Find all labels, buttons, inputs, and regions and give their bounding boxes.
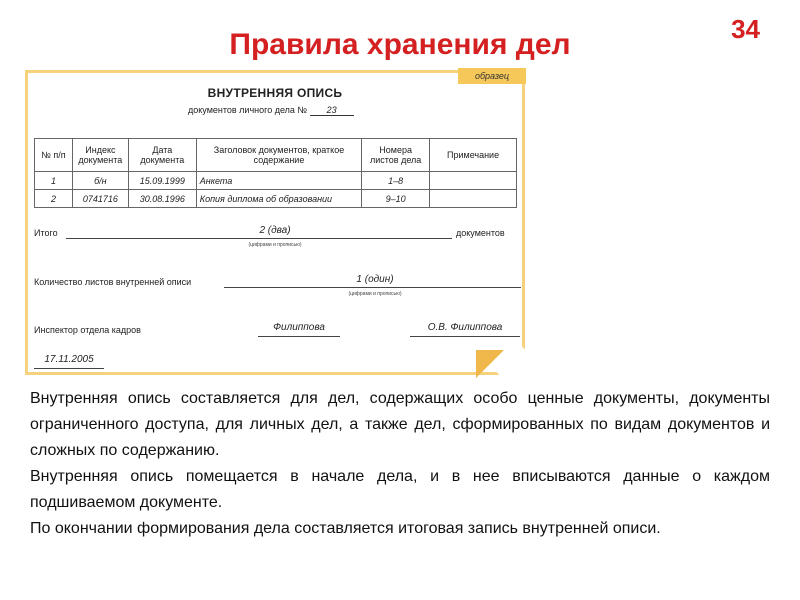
date-underline [34, 368, 104, 369]
page-title: Правила хранения дел [229, 28, 571, 61]
column-header: Индекс документа [72, 139, 128, 172]
table-cell: Анкета [196, 172, 361, 190]
paragraph: Внутренняя опись составляется для дел, содержащих особо ценные документы, документы ограниченного доступа, для личных дел, а также дел, сформированных по видам документов и сложных по содержанию. [30, 390, 770, 459]
total-suffix: документов [456, 228, 505, 238]
paragraph: По окончании формирования дела составляется итоговая запись внутренней описи. [30, 520, 661, 537]
table-header-row [35, 139, 517, 172]
paragraph: Внутренняя опись помещается в начале дела, и в нее вписываются данные о каждом подшиваемом документе. [30, 468, 770, 511]
sheets-underline [224, 287, 521, 288]
inspector-label: Инспектор отдела кадров [34, 325, 141, 335]
table-cell: 2 [35, 190, 73, 208]
sample-tab: образец [458, 68, 526, 84]
table-cell: б/н [72, 172, 128, 190]
form-title: ВНУТРЕННЯЯ ОПИСЬ [207, 86, 343, 100]
sheet-fold-corner [476, 350, 504, 378]
signature: Филиппова [273, 322, 325, 333]
total-label: Итого [34, 228, 58, 238]
form-date: 17.11.2005 [44, 354, 94, 365]
table-cell [430, 190, 517, 208]
table-row [35, 190, 517, 208]
table-cell: Копия диплома об образовании [196, 190, 361, 208]
form-subtitle-label: документов личного дела № [188, 105, 308, 115]
table-cell: 0741716 [72, 190, 128, 208]
table-row [35, 172, 517, 190]
column-header: № п/п [35, 139, 73, 172]
sheets-value: 1 (один) [356, 274, 394, 285]
table-cell: 9–10 [362, 190, 430, 208]
case-number: 23 [310, 105, 354, 116]
table-cell: 30.08.1996 [128, 190, 196, 208]
total-value: 2 (два) [259, 225, 291, 236]
column-header: Заголовок документов, краткое содержание [196, 139, 361, 172]
total-hint: (цифрами и прописью) [248, 242, 302, 248]
column-header: Примечание [430, 139, 517, 172]
sheets-hint: (цифрами и прописью) [348, 291, 402, 297]
slide-number: 34 [731, 14, 760, 44]
column-header: Номера листов дела [362, 139, 430, 172]
signature-underline [258, 336, 340, 337]
total-underline [66, 238, 452, 239]
table-cell: 1 [35, 172, 73, 190]
table-cell [430, 172, 517, 190]
form-subtitle [188, 105, 354, 116]
inspector-name-underline [410, 336, 520, 337]
table-cell: 1–8 [362, 172, 430, 190]
inventory-table [34, 138, 517, 208]
inspector-name: О.В. Филиппова [427, 322, 503, 333]
table-cell: 15.09.1999 [128, 172, 196, 190]
body-text [30, 386, 770, 542]
sheets-label: Количество листов внутренней описи [34, 277, 192, 287]
column-header: Дата документа [128, 139, 196, 172]
